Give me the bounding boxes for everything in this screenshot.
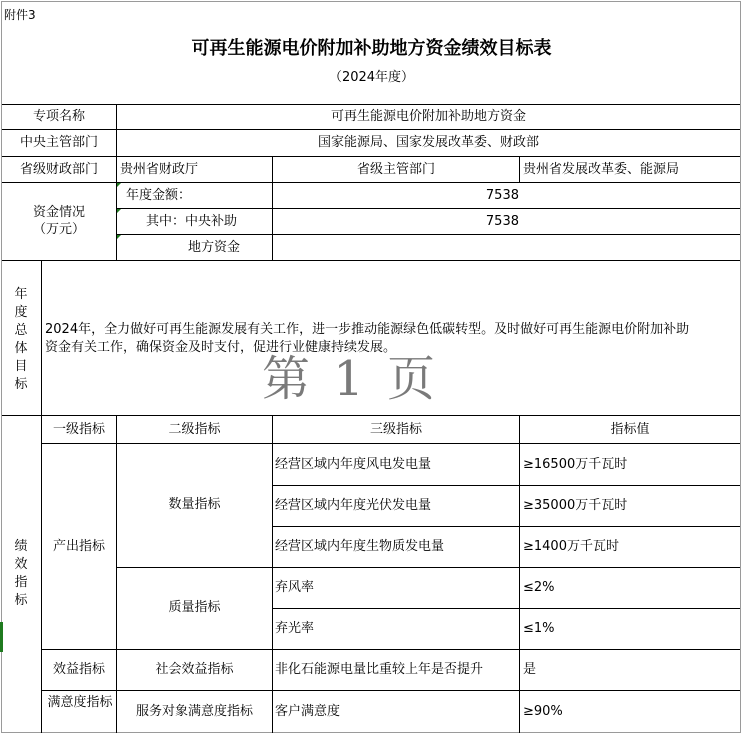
indicator-value: ≥90% xyxy=(523,704,563,719)
prov-finance-value: 贵州省财政厅 xyxy=(120,162,199,177)
prov-dept-label: 省级主管部门 xyxy=(356,162,435,177)
annual-goal-text-line2: 资金有关工作，确保资金及时支付，促进行业健康持续发展。 xyxy=(45,340,397,355)
indicator-value: ≥35000万千瓦时 xyxy=(523,498,628,513)
page-title: 可再生能源电价附加补助地方资金绩效目标表 xyxy=(191,38,552,59)
cell-comment-marker xyxy=(117,235,121,239)
level2-quantity: 数量指标 xyxy=(168,497,221,512)
annual-amount-value: 7538 xyxy=(485,188,519,203)
level2-quality: 质量指标 xyxy=(168,600,221,615)
header-level3: 三级指标 xyxy=(369,422,422,437)
level3-item: 弃风率 xyxy=(275,580,315,595)
level3-item: 经营区域内年度生物质发电量 xyxy=(275,539,445,554)
level3-item: 客户满意度 xyxy=(275,704,341,719)
level1-benefit: 效益指标 xyxy=(52,662,105,677)
funding-label-line1: 资金情况 xyxy=(32,205,85,220)
level1-output: 产出指标 xyxy=(52,539,105,554)
sheet-edge-marker xyxy=(0,622,3,652)
page-watermark: 第 1 页 xyxy=(262,351,440,407)
indicator-value: ≤1% xyxy=(523,621,555,636)
central-dept-value: 国家能源局、国家发展改革委、财政部 xyxy=(317,135,539,150)
indicator-value: ≤2% xyxy=(523,580,555,595)
level3-item: 经营区域内年度光伏发电量 xyxy=(275,498,432,513)
central-subsidy-value: 7538 xyxy=(485,214,519,229)
prov-dept-value: 贵州省发展改革委、能源局 xyxy=(523,162,680,177)
indicator-value: ≥16500万千瓦时 xyxy=(523,457,628,472)
header-level1: 一级指标 xyxy=(52,422,105,437)
header-value: 指标值 xyxy=(610,422,650,437)
annual-goal-text-line1: 2024年，全力做好可再生能源发展有关工作，进一步推动能源绿色低碳转型。及时做好可再生能源电价附加补助 xyxy=(45,322,690,337)
header-level2: 二级指标 xyxy=(168,422,221,437)
prov-finance-label: 省级财政部门 xyxy=(19,162,98,177)
project-name-value: 可再生能源电价附加补助地方资金 xyxy=(330,109,526,124)
annual-amount-label: 年度金额： xyxy=(126,188,192,203)
indicator-value: 是 xyxy=(523,662,537,677)
indicators-section-label: 绩效指标 xyxy=(14,539,28,608)
level2-social: 社会效益指标 xyxy=(155,662,234,677)
local-funds-label: 地方资金 xyxy=(188,240,241,255)
level2-service: 服务对象满意度指标 xyxy=(135,704,253,719)
central-dept-label: 中央主管部门 xyxy=(19,135,98,150)
level3-item: 弃光率 xyxy=(275,621,315,636)
cell-comment-marker xyxy=(117,183,121,187)
funding-label-line2: （万元） xyxy=(32,222,85,237)
level3-item: 非化石能源电量比重较上年是否提升 xyxy=(275,662,484,677)
level3-item: 经营区域内年度风电发电量 xyxy=(275,457,432,472)
indicator-value: ≥1400万千瓦时 xyxy=(523,539,619,554)
page-subtitle: （2024年度） xyxy=(328,70,415,85)
attachment-label: 附件3 xyxy=(4,8,36,22)
level1-satisfaction: 满意度指标 xyxy=(47,695,113,710)
central-subsidy-label: 其中：中央补助 xyxy=(146,214,238,229)
annual-goal-label: 年度总体目标 xyxy=(14,287,28,392)
cell-comment-marker xyxy=(117,209,121,213)
project-name-label: 专项名称 xyxy=(32,109,85,124)
